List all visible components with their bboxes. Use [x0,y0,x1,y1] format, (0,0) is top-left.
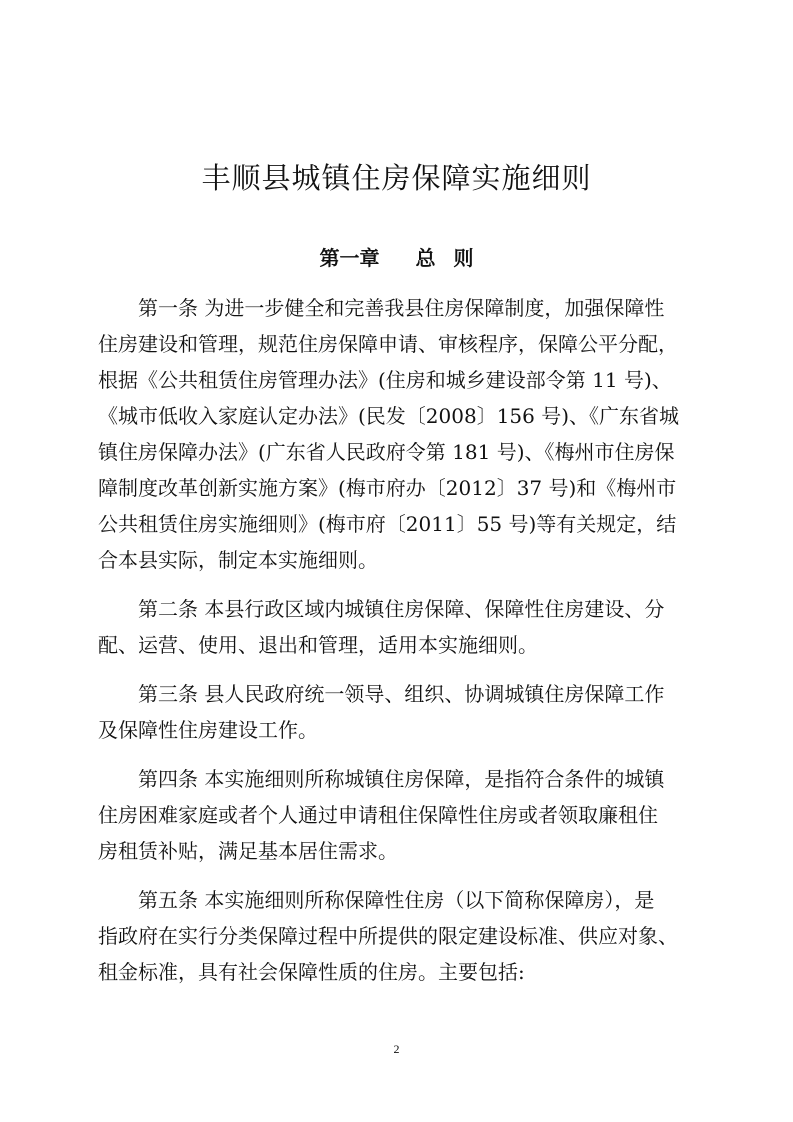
text-line: 配、运营、使用、退出和管理，适用本实施细则。 [98,633,538,657]
article-5-paragraph [98,882,698,990]
page-number: 2 [393,1042,400,1056]
article-1-paragraph [98,290,698,578]
article-3-paragraph [98,676,698,748]
text-line: 根据《公共租赁住房管理办法》(住房和城乡建设部令第 11 号)、 [98,368,672,392]
text-line: 第五条 本实施细则所称保障性住房（以下简称保障房），是 [98,888,655,912]
text-line: 公共租赁住房实施细则》(梅市府〔2011〕55 号)等有关规定，结 [98,512,677,536]
text-line: 第三条 县人民政府统一领导、组织、协调城镇住房保障工作 [98,682,665,706]
text-line: 指政府在实行分类保障过程中所提供的限定建设标准、供应对象、 [98,924,678,948]
chapter-name-part1: 总 [415,246,436,270]
text-line: 第二条 本县行政区域内城镇住房保障、保障性住房建设、分 [98,597,665,621]
document-body [98,290,698,1003]
document-title: 丰顺县城镇住房保障实施细则 [201,161,592,195]
article-2-paragraph [98,591,698,663]
text-line: 租金标准，具有社会保障性质的住房。主要包括: [98,960,525,984]
chapter-name-part2: 则 [453,246,474,270]
text-line: 合本县实际，制定本实施细则。 [98,548,378,572]
text-line: 及保障性住房建设工作。 [98,718,318,742]
text-line: 房租赁补贴，满足基本居住需求。 [98,839,398,863]
text-line: 住房困难家庭或者个人通过申请租住保障性住房或者领取廉租住 [98,803,658,827]
chapter-number: 第一章 [319,246,380,270]
text-line: 障制度改革创新实施方案》(梅市府办〔2012〕37 号)和《梅州市 [98,476,677,500]
text-line: 镇住房保障办法》(广东省人民政府令第 181 号)、《梅州市住房保 [98,440,675,464]
chapter-heading [0,242,793,271]
text-line: 第四条 本实施细则所称城镇住房保障，是指符合条件的城镇 [98,767,665,791]
text-line: 《城市低收入家庭认定办法》(民发〔2008〕156 号)、《广东省城 [98,404,680,428]
article-4-paragraph [98,761,698,869]
text-line: 第一条 为进一步健全和完善我县住房保障制度，加强保障性 [98,296,665,320]
text-line: 住房建设和管理，规范住房保障申请、审核程序，保障公平分配， [98,332,678,356]
